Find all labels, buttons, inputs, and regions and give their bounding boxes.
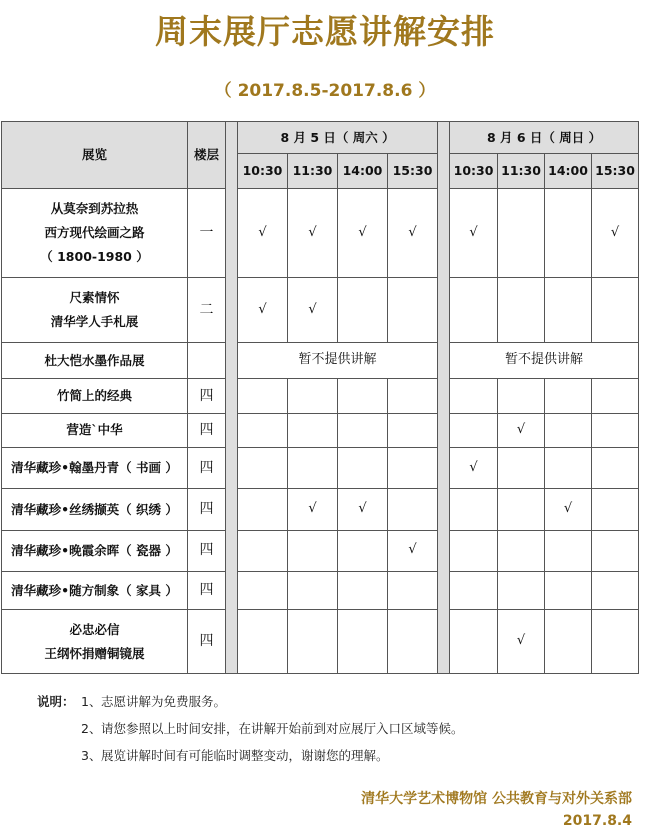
exhibition-name (2, 489, 188, 530)
exhibition-name (2, 447, 188, 488)
empty-slot (545, 413, 592, 447)
empty-slot (388, 571, 438, 609)
header-day-2: 8 月 6 日（ 周日 ） (450, 122, 639, 154)
empty-slot (388, 278, 438, 343)
empty-slot (388, 489, 438, 530)
note-2: 2、请您参照以上时间安排，在讲解开始前到对应展厅入口区域等候。 (81, 721, 464, 736)
tour-check-mark: √ (545, 489, 592, 530)
empty-slot (238, 610, 288, 674)
empty-slot (592, 278, 639, 343)
time-slot-header: 15:30 (388, 154, 438, 188)
exhibition-name-line: 营造`中华 (66, 422, 123, 438)
empty-slot (450, 413, 498, 447)
tour-check-mark: √ (238, 188, 288, 278)
floor-cell: 四 (188, 530, 226, 571)
no-tour-note: 暂不提供讲解 (450, 342, 639, 378)
empty-slot (338, 413, 388, 447)
empty-slot (450, 530, 498, 571)
notes-label: 说明： (37, 694, 75, 709)
table-row (2, 278, 639, 343)
table-row (2, 188, 639, 278)
tour-check-mark: √ (450, 188, 498, 278)
page-title: 周末展厅志愿讲解安排 (155, 12, 495, 51)
floor-cell: 一 (188, 188, 226, 278)
tour-check-mark: √ (288, 278, 338, 343)
exhibition-name (2, 342, 188, 378)
empty-slot (388, 379, 438, 413)
exhibition-name (2, 188, 188, 278)
floor-cell: 四 (188, 447, 226, 488)
empty-slot (498, 571, 545, 609)
time-slot-header: 10:30 (238, 154, 288, 188)
time-slot-header: 15:30 (592, 154, 639, 188)
empty-slot (288, 413, 338, 447)
empty-slot (288, 610, 338, 674)
header-day-1: 8 月 5 日（ 周六 ） (238, 122, 438, 154)
empty-slot (450, 571, 498, 609)
empty-slot (238, 530, 288, 571)
exhibition-name (2, 278, 188, 343)
table-row (2, 379, 639, 413)
time-slot-header: 11:30 (498, 154, 545, 188)
separator-column (438, 122, 450, 674)
empty-slot (498, 530, 545, 571)
empty-slot (545, 447, 592, 488)
empty-slot (450, 610, 498, 674)
empty-slot (545, 530, 592, 571)
exhibition-name-line: 清华藏珍•晚霞余晖（ 瓷器 ） (11, 542, 178, 558)
floor-cell: 四 (188, 413, 226, 447)
empty-slot (338, 530, 388, 571)
empty-slot (238, 571, 288, 609)
floor-cell (188, 342, 226, 378)
empty-slot (498, 188, 545, 278)
empty-slot (288, 571, 338, 609)
exhibition-name-line: 清华藏珍•丝绣撷英（ 织绣 ） (11, 501, 178, 517)
exhibition-name (2, 610, 188, 674)
empty-slot (545, 379, 592, 413)
empty-slot (498, 447, 545, 488)
header-exhibition: 展览 (2, 122, 188, 189)
empty-slot (592, 530, 639, 571)
empty-slot (498, 489, 545, 530)
note-3: 3、展览讲解时间有可能临时调整变动，谢谢您的理解。 (81, 748, 389, 763)
exhibition-name-line: 王纲怀捐赠铜镜展 (44, 645, 145, 661)
empty-slot (238, 489, 288, 530)
empty-slot (498, 379, 545, 413)
empty-slot (238, 379, 288, 413)
exhibition-name-line: 西方现代绘画之路 (44, 225, 145, 241)
time-slot-header: 14:00 (545, 154, 592, 188)
exhibition-name-line: 清华藏珍•翰墨丹青（ 书画 ） (11, 460, 178, 476)
time-slot-header: 10:30 (450, 154, 498, 188)
empty-slot (338, 379, 388, 413)
footer-organization: 清华大学艺术博物馆 公共教育与对外关系部 (361, 791, 632, 807)
empty-slot (338, 447, 388, 488)
tour-check-mark: √ (498, 610, 545, 674)
note-1: 说明： 1、志愿讲解为免费服务。 (37, 688, 464, 715)
empty-slot (592, 489, 639, 530)
empty-slot (545, 278, 592, 343)
table-row (2, 447, 639, 488)
empty-slot (592, 379, 639, 413)
tour-check-mark: √ (498, 413, 545, 447)
header-row-days (2, 122, 639, 154)
time-slot-header: 14:00 (338, 154, 388, 188)
table-row (2, 530, 639, 571)
empty-slot (288, 379, 338, 413)
empty-slot (545, 188, 592, 278)
exhibition-name-line: 竹简上的经典 (56, 388, 132, 404)
footer-date: 2017.8.4 (562, 813, 632, 829)
tour-check-mark: √ (338, 188, 388, 278)
empty-slot (388, 447, 438, 488)
tour-check-mark: √ (388, 188, 438, 278)
empty-slot (238, 413, 288, 447)
header-floor: 楼层 (188, 122, 226, 189)
empty-slot (238, 447, 288, 488)
empty-slot (388, 610, 438, 674)
floor-cell: 四 (188, 489, 226, 530)
floor-cell: 四 (188, 610, 226, 674)
exhibition-name (2, 530, 188, 571)
tour-check-mark: √ (592, 188, 639, 278)
empty-slot (338, 610, 388, 674)
table-row (2, 571, 639, 609)
empty-slot (498, 278, 545, 343)
time-slot-header: 11:30 (288, 154, 338, 188)
exhibition-name-line: 尺素情怀 (69, 290, 120, 306)
empty-slot (592, 610, 639, 674)
exhibition-name (2, 571, 188, 609)
exhibition-name-line: 必忠必信 (69, 621, 120, 637)
empty-slot (388, 413, 438, 447)
table-row (2, 342, 639, 378)
exhibition-name-line: 杜大恺水墨作品展 (44, 352, 145, 368)
empty-slot (592, 571, 639, 609)
empty-slot (450, 489, 498, 530)
table-row (2, 413, 639, 447)
empty-slot (450, 379, 498, 413)
floor-cell: 四 (188, 379, 226, 413)
tour-check-mark: √ (238, 278, 288, 343)
empty-slot (545, 571, 592, 609)
empty-slot (288, 447, 338, 488)
empty-slot (592, 413, 639, 447)
exhibition-name-line: 从莫奈到苏拉热 (50, 201, 139, 217)
tour-check-mark: √ (450, 447, 498, 488)
exhibition-name-line: 清华学人手札展 (50, 314, 139, 330)
empty-slot (338, 571, 388, 609)
empty-slot (338, 278, 388, 343)
floor-cell: 二 (188, 278, 226, 343)
no-tour-note: 暂不提供讲解 (238, 342, 438, 378)
notes (37, 688, 464, 769)
exhibition-name (2, 413, 188, 447)
tour-check-mark: √ (388, 530, 438, 571)
tour-check-mark: √ (338, 489, 388, 530)
schedule-table (1, 121, 639, 674)
empty-slot (450, 278, 498, 343)
empty-slot (545, 610, 592, 674)
exhibition-name-line: 清华藏珍•随方制象（ 家具 ） (11, 582, 178, 598)
exhibition-name-line: （ 1800-1980 ） (40, 248, 149, 264)
exhibition-name (2, 379, 188, 413)
table-row (2, 489, 639, 530)
date-range: （ 2017.8.5-2017.8.6 ） (214, 81, 436, 101)
tour-check-mark: √ (288, 489, 338, 530)
tour-check-mark: √ (288, 188, 338, 278)
empty-slot (592, 447, 639, 488)
empty-slot (288, 530, 338, 571)
table-row (2, 610, 639, 674)
floor-cell: 四 (188, 571, 226, 609)
separator-column (226, 122, 238, 674)
